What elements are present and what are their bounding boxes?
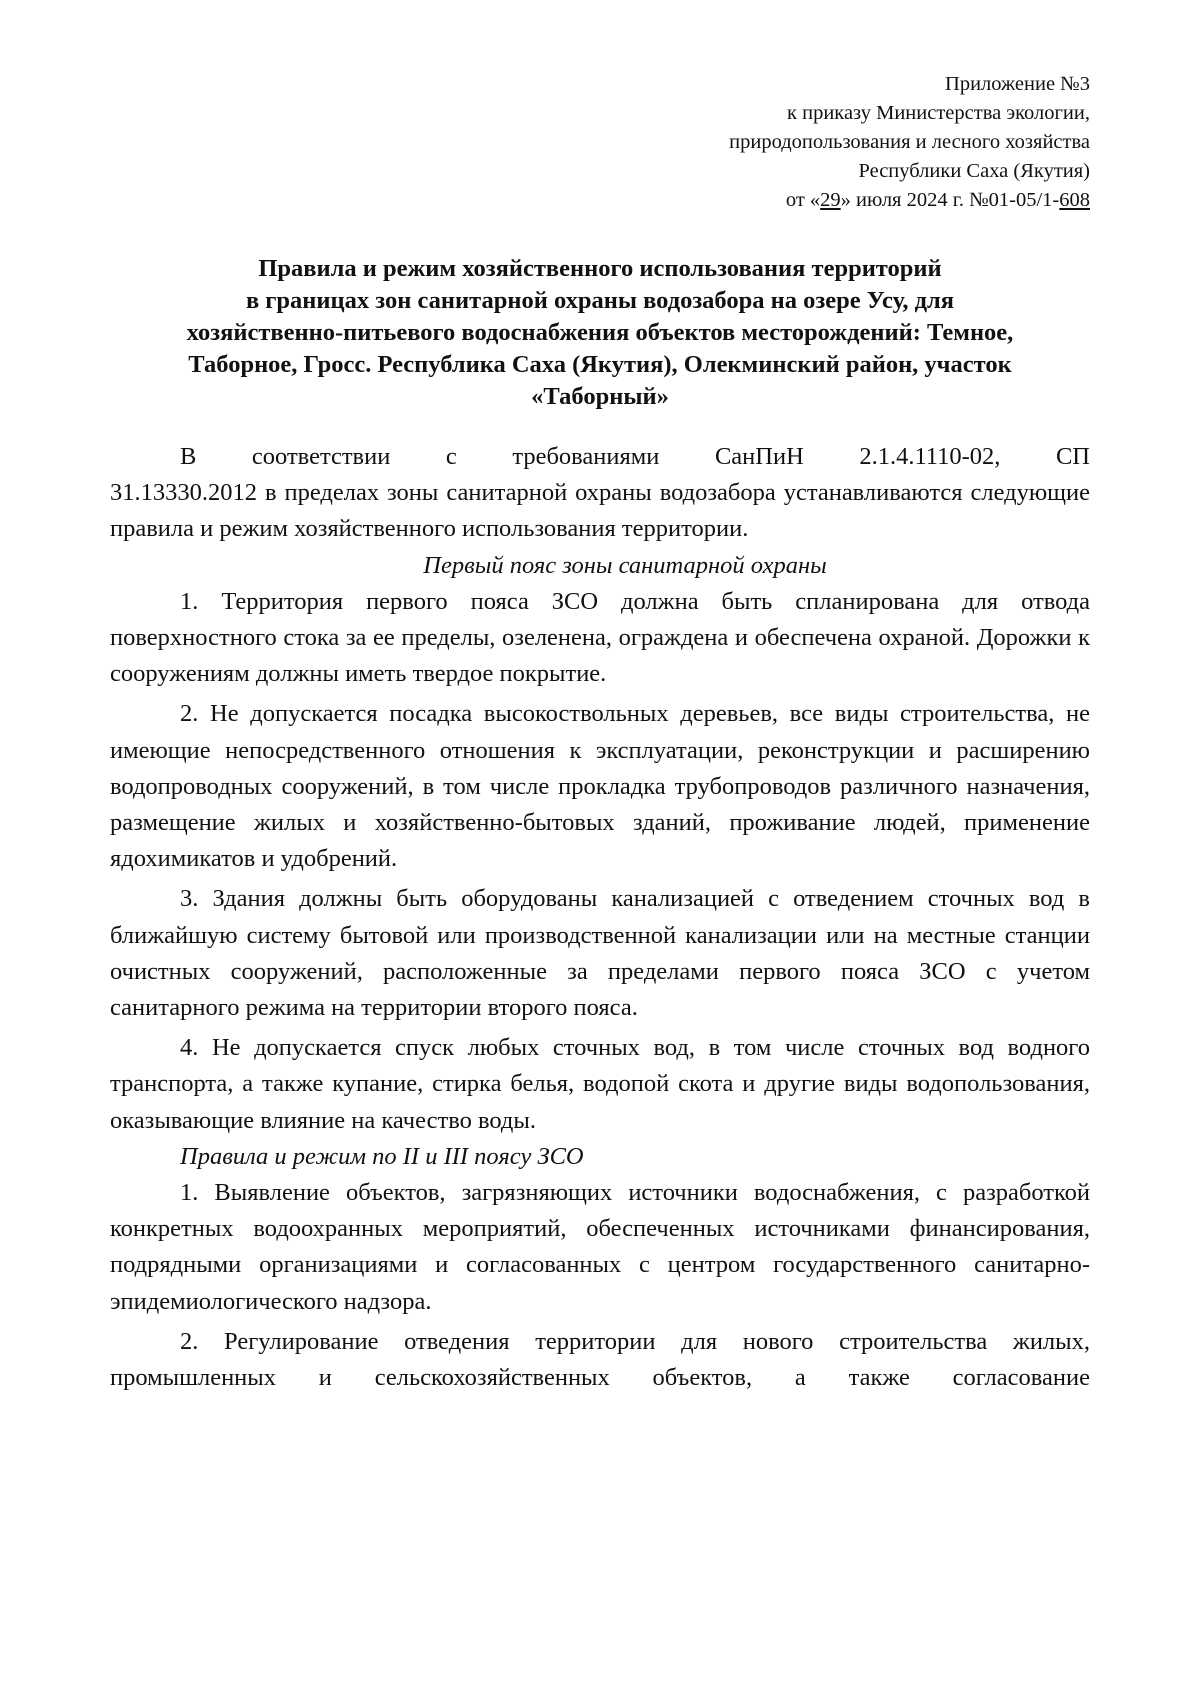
rule-paragraph: 4. Не допускается спуск любых сточных вод, в том числе сточных вод водного транспорта, а также купание, стирка белья, водопой скота и другие виды водопользования, оказывающие влияние на качество воды.: [110, 1034, 1090, 1134]
rule-paragraph: 3. Здания должны быть оборудованы канализацией с отведением сточных вод в ближайшую систему бытовой или производственной канализации или на местные станции очистных сооружений, расположенные за пределами первого пояса ЗСО с учетом санитарного режима на территории второго пояса.: [110, 885, 1090, 1022]
order-date-prefix: от «: [785, 189, 821, 211]
rule-paragraph: 1. Территория первого пояса ЗСО должна быть спланирована для отвода поверхностного стока за ее пределы, озеленена, ограждена и обеспечена охраной. Дорожки к сооружениям должны иметь твердое покрытие.: [110, 587, 1090, 688]
intro-paragraph-first-line: В соответствии с требованиями СанПиН 2.1.4.1110-02, СП: [180, 443, 1090, 470]
appendix-number: Приложение №3: [945, 73, 1090, 95]
order-reference-line: к приказу Министерства экологии,: [787, 102, 1090, 124]
title-line: Правила и режим хозяйственного использования территорий: [258, 255, 942, 282]
order-date-line: [110, 186, 1090, 215]
rule-paragraph: 1. Выявление объектов, загрязняющих источники водоснабжения, с разработкой конкретных водоохранных мероприятий, обеспеченных источниками финансирования, подрядными организациями и согласованных с центром государственного санитарно-эпидемиологического надзора.: [110, 1179, 1090, 1315]
title-line: «Таборный»: [531, 383, 669, 410]
title-line: хозяйственно-питьевого водоснабжения объектов месторождений: Темное,: [186, 319, 1014, 346]
document-page: [110, 70, 1090, 1396]
appendix-header: [110, 70, 1090, 215]
document-body: [110, 439, 1090, 1396]
section-heading-first-belt: Первый пояс зоны санитарной охраны: [423, 551, 827, 579]
ministry-name-line: природопользования и лесного хозяйства: [729, 131, 1090, 153]
rule-paragraph: 2. Не допускается посадка высокоствольных деревьев, все виды строительства, не имеющие непосредственного отношения к эксплуатации, реконструкции и расширению водопроводных сооружений, в том числе прокладка трубопроводов различного назначения, размещение жилых и хозяйственно-бытовых зданий, проживание людей, применение ядохимикатов и удобрений.: [110, 700, 1090, 873]
order-date-middle: » июля 2024 г. №01-05/1-: [840, 189, 1060, 211]
intro-paragraph-rest: 31.13330.2012 в пределах зоны санитарной охраны водозабора устанавливаются следующие правила и режим хозяйственного использования территории.: [110, 479, 1090, 543]
document-title: [110, 253, 1090, 413]
title-line: в границах зон санитарной охраны водозабора на озере Усу, для: [245, 287, 955, 314]
section-heading-second-third-belt: Правила и режим по II и III поясу ЗСО: [180, 1142, 584, 1170]
rule-paragraph: 2. Регулирование отведения территории для нового строительства жилых, промышленных и сельскохозяйственных объектов, а также согласование: [110, 1327, 1090, 1392]
title-line: Таборное, Гросс. Республика Саха (Якутия), Олекминский район, участок: [188, 351, 1012, 378]
order-day: 29: [820, 189, 841, 211]
republic-name-line: Республики Саха (Якутия): [858, 160, 1090, 182]
order-number: 608: [1059, 189, 1090, 211]
